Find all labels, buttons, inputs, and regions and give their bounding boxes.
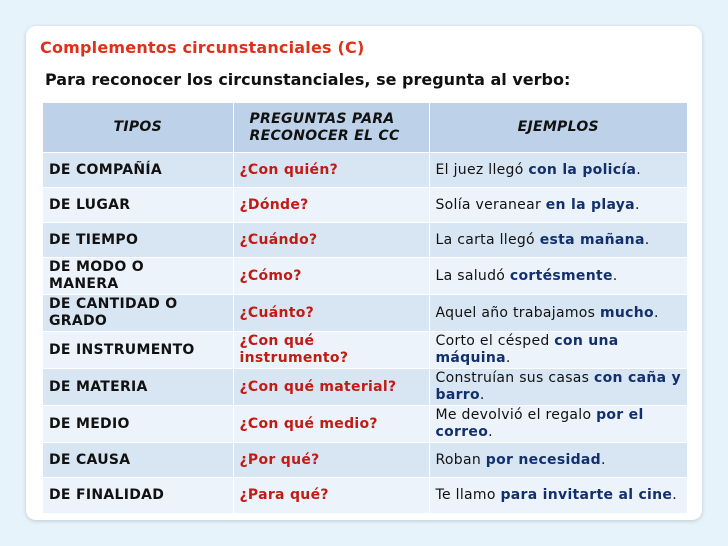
cell-pregunta [233,443,429,478]
cell-pregunta-line: ¿Cuándo? [239,231,318,248]
header-preguntas-line2: RECONOCER EL CC [249,127,400,144]
cell-ejemplo [429,478,687,513]
cell-pregunta [233,153,429,188]
table-row [43,478,687,513]
cell-pregunta-line: ¿Dónde? [239,196,309,213]
ejemplo-complemento: con la policía [528,161,637,178]
cell-tipo-line: DE CAUSA [49,451,131,468]
cell-pregunta [233,406,429,443]
ejemplo-text: Aquel año trabajamos [435,304,601,321]
cell-ejemplo [429,406,687,443]
cell-pregunta-line: ¿Con qué medio? [239,415,378,432]
ejemplo-text: Roban [435,451,486,468]
cell-tipo [43,406,233,443]
cell-ejemplo [429,223,687,258]
cell-pregunta-line: ¿Con qué [239,333,315,349]
table-row [43,258,687,295]
cell-tipo-line: MANERA [49,276,119,292]
table-row [43,443,687,478]
slide [26,26,702,520]
cell-tipo [43,153,233,188]
ejemplo-punct: . [479,387,485,403]
ejemplo-text: La saludó [435,267,510,284]
cell-pregunta [233,188,429,223]
complementos-table [43,102,687,513]
table-header-row [43,103,687,153]
ejemplo-complemento: cortésmente [509,267,613,284]
cell-tipo-line: DE INSTRUMENTO [49,341,195,358]
table-row [43,295,687,332]
cell-ejemplo [429,332,687,369]
cell-tipo [43,443,233,478]
cell-tipo-line: DE MATERIA [49,378,148,395]
cell-ejemplo [429,258,687,295]
cell-tipo-line: DE FINALIDAD [49,486,165,503]
table-row [43,188,687,223]
ejemplo-text: Construían sus casas [435,370,595,386]
cell-tipo [43,369,233,406]
header-preguntas [233,103,429,153]
cell-pregunta [233,332,429,369]
cell-ejemplo [429,188,687,223]
ejemplo-punct: . [600,451,606,468]
cell-ejemplo [429,443,687,478]
slide-title: Complementos circunstanciales (C) [40,38,365,57]
cell-tipo [43,332,233,369]
ejemplo-punct: . [612,267,618,284]
ejemplo-complemento: esta mañana [539,231,645,248]
ejemplo-text: Te llamo [435,486,501,503]
cell-pregunta-line: ¿Cuánto? [239,304,315,321]
ejemplo-text: Corto el césped [435,333,555,349]
cell-tipo-line: DE TIEMPO [49,231,139,248]
cell-pregunta-line: ¿Con qué material? [239,378,397,395]
ejemplo-punct: . [488,424,493,440]
ejemplo-text: El juez llegó [435,161,529,178]
ejemplo-punct: . [672,486,677,503]
ejemplo-punct: . [644,231,650,248]
table-row [43,406,687,443]
ejemplo-complemento: por necesidad [485,451,601,468]
cell-pregunta [233,478,429,513]
cell-ejemplo [429,295,687,332]
cell-pregunta [233,369,429,406]
ejemplo-punct: . [653,304,659,321]
cell-pregunta-line: ¿Cómo? [239,267,302,284]
header-tipos: TIPOS [43,103,233,153]
cell-pregunta-line: instrumento? [239,350,349,366]
cell-pregunta-line: ¿Con quién? [239,161,339,178]
ejemplo-text: La carta llegó [435,231,540,248]
ejemplo-complemento: en la playa [545,196,635,213]
table-row [43,332,687,369]
table-row [43,369,687,406]
header-ejemplos: EJEMPLOS [429,103,687,153]
slide-subtitle: Para reconocer los circunstanciales, se pregunta al verbo: [45,70,571,89]
cell-tipo-line: GRADO [49,313,108,329]
cell-tipo-line: DE MODO O [49,259,144,275]
ejemplo-complemento: por el correo [435,407,644,440]
cell-ejemplo [429,369,687,406]
cell-pregunta [233,258,429,295]
ejemplo-punct: . [505,350,511,366]
cell-tipo-line: DE MEDIO [49,415,130,432]
cell-tipo [43,478,233,513]
cell-tipo [43,258,233,295]
ejemplo-complemento: con caña y barro [435,370,681,403]
cell-pregunta-line: ¿Por qué? [239,451,320,468]
ejemplo-complemento: con una máquina [435,333,619,366]
cell-pregunta [233,223,429,258]
cell-tipo [43,295,233,332]
cell-pregunta-line: ¿Para qué? [239,486,329,503]
ejemplo-complemento: para invitarte al cine [500,486,673,503]
table-row [43,153,687,188]
cell-ejemplo [429,153,687,188]
ejemplo-text: Solía veranear [435,196,546,213]
header-preguntas-line1: PREGUNTAS PARA [249,110,395,127]
ejemplo-text: Me devolvió el regalo [435,407,597,423]
cell-tipo-line: DE CANTIDAD O [49,296,178,312]
cell-pregunta [233,295,429,332]
ejemplo-complemento: mucho [600,304,654,321]
cell-tipo [43,188,233,223]
cell-tipo [43,223,233,258]
cell-tipo-line: DE COMPAÑÍA [49,161,163,178]
ejemplo-punct: . [634,196,640,213]
cell-tipo-line: DE LUGAR [49,196,131,213]
ejemplo-punct: . [636,161,641,178]
table-row [43,223,687,258]
